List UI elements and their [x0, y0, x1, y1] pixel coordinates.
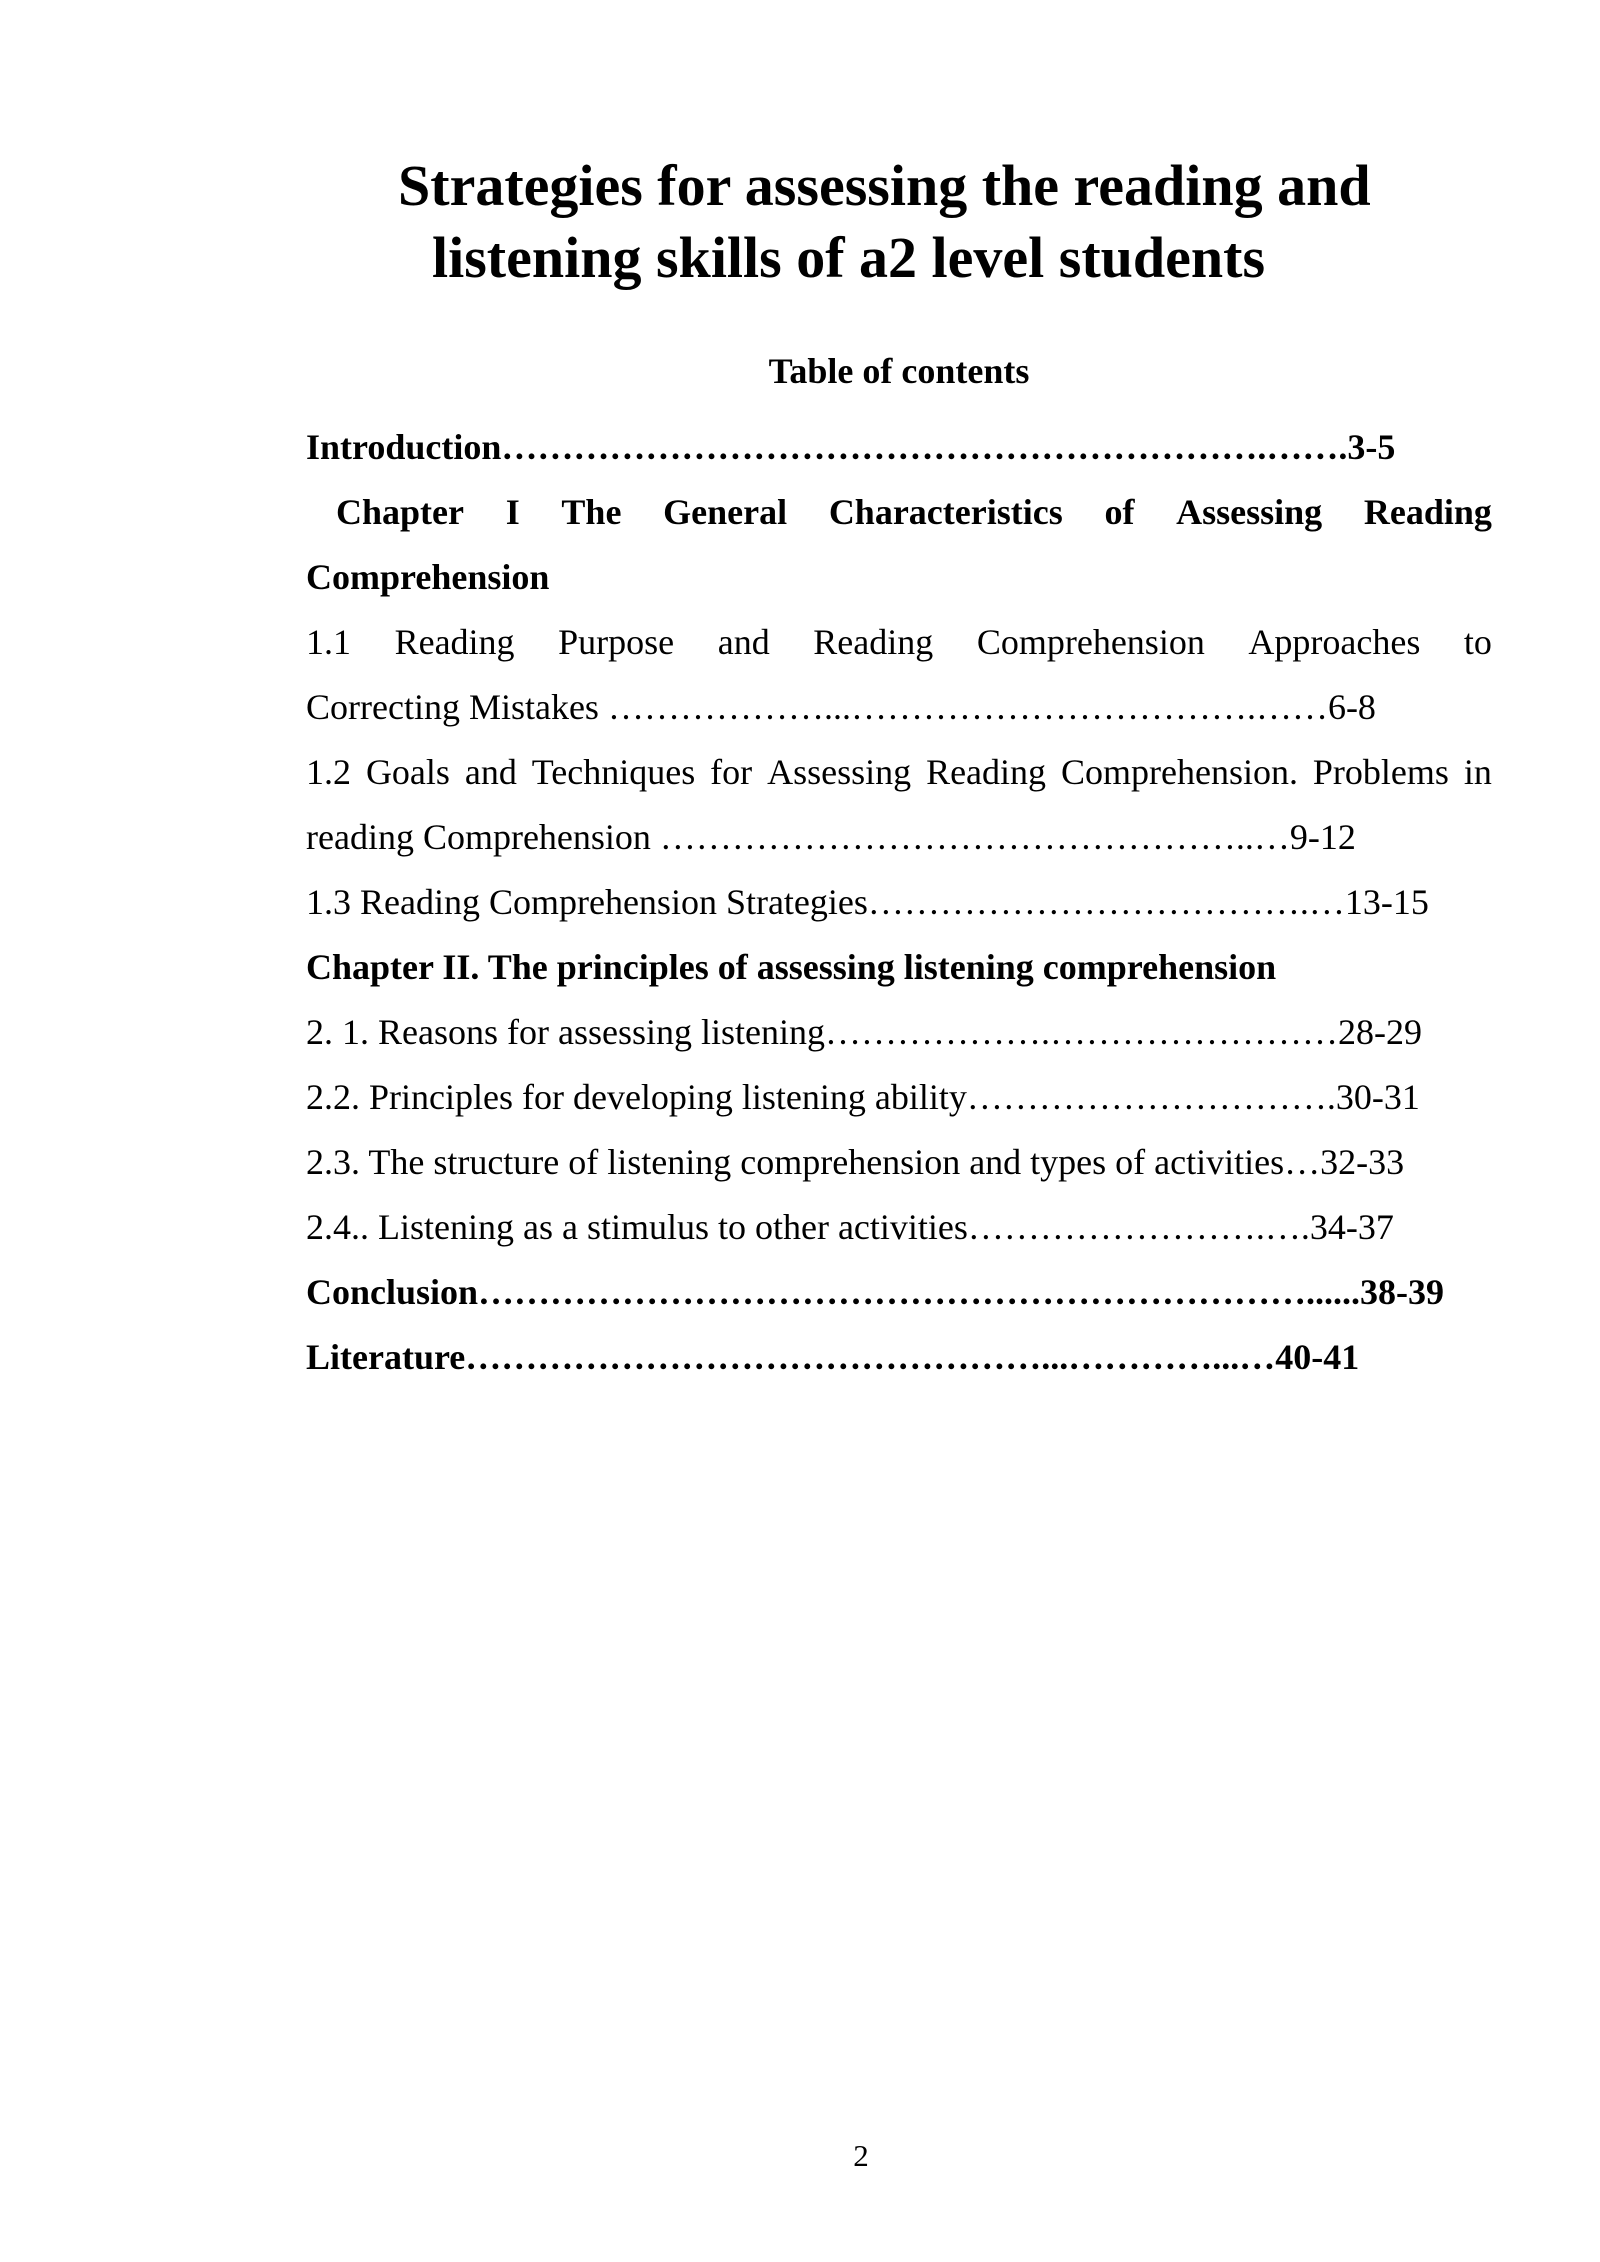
toc-entry-introduction: Introduction……………………………………………………….…….3-5 [306, 427, 1396, 467]
document-title [300, 150, 1500, 294]
toc-word: Reading [394, 622, 515, 662]
toc-word: Comprehension. [1060, 752, 1298, 792]
toc-word: for [710, 752, 753, 792]
toc-entry-literature: Literature…………………………………………...…………...…40-41 [306, 1337, 1360, 1377]
toc-entry-1-3: 1.3 Reading Comprehension Strategies……………………………….…13-15 [306, 882, 1429, 922]
toc-chapter-2-heading: Chapter II. The principles of assessing listening comprehension [306, 947, 1277, 987]
toc-word: Techniques [531, 752, 696, 792]
toc-chapter-1-heading [306, 480, 1492, 545]
toc-word: The [561, 492, 622, 532]
toc-entry-conclusion: Conclusion……………………………………………………………......38-39 [306, 1272, 1445, 1312]
toc-word: Characteristics [828, 492, 1063, 532]
toc-chapter-1-heading-cont: Comprehension [306, 557, 550, 597]
toc-word: Assessing [767, 752, 912, 792]
toc-word: General [663, 492, 788, 532]
toc-word: Reading [813, 622, 934, 662]
title-line-2: listening skills of a2 level students [432, 225, 1266, 290]
toc-word: Problems [1312, 752, 1449, 792]
toc-entry-1-1 [306, 610, 1492, 675]
toc-word: 1.1 [306, 622, 351, 662]
toc-word: of [1104, 492, 1135, 532]
toc-entry-2-2: 2.2. Principles for developing listening ability………………………….30-31 [306, 1077, 1420, 1117]
toc-entry-2-3: 2.3. The structure of listening comprehension and types of activities…32-33 [306, 1142, 1405, 1182]
toc-word: Chapter [336, 492, 464, 532]
title-line-1: Strategies for assessing the reading and [398, 153, 1371, 218]
toc-entry-1-1-cont: Correcting Mistakes ………………...…………………………….……6-8 [306, 687, 1376, 727]
page-number: 2 [853, 2138, 869, 2173]
toc-heading: Table of contents [768, 351, 1030, 391]
toc-word: in [1463, 752, 1492, 792]
toc-word: and [717, 622, 770, 662]
toc-word: to [1463, 622, 1492, 662]
table-of-contents [306, 415, 1492, 1390]
toc-word: 1.2 [306, 752, 351, 792]
toc-word: Approaches [1248, 622, 1421, 662]
toc-word: Goals [365, 752, 450, 792]
toc-entry-1-2 [306, 740, 1492, 805]
toc-word: I [505, 492, 520, 532]
toc-word: and [464, 752, 517, 792]
toc-word: Reading [1363, 492, 1492, 532]
toc-entry-2-1: 2. 1. Reasons for assessing listening……………….……………………28-29 [306, 1012, 1422, 1052]
toc-entry-2-4: 2.4.. Listening as a stimulus to other activities…………………….….34-37 [306, 1207, 1394, 1247]
toc-entry-1-2-cont: reading Comprehension …………………………………………..…9-12 [306, 817, 1356, 857]
toc-word: Purpose [558, 622, 675, 662]
toc-word: Comprehension [976, 622, 1205, 662]
toc-word: Assessing [1176, 492, 1323, 532]
toc-word: Reading [926, 752, 1047, 792]
